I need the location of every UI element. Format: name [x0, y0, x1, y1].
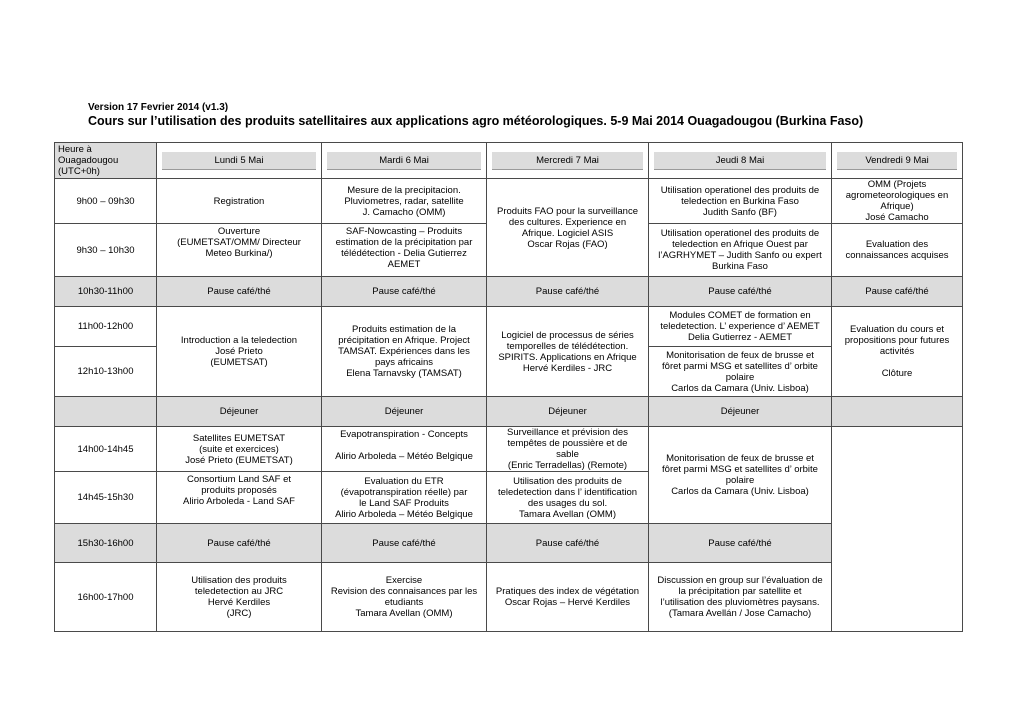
- session-cell: Utilisation des produits teledetection au JRC Hervé Kerdiles (JRC): [157, 563, 322, 632]
- day-label: Mercredi 7 Mai: [492, 152, 643, 170]
- session-cell: Produits FAO pour la surveillance des cultures. Experience en Afrique. Logiciel ASIS Oscar Rojas (FAO): [487, 179, 649, 277]
- session-cell: Evaluation du cours et propositions pour futures activités Clôture: [832, 307, 963, 397]
- day-header-thursday: [649, 143, 832, 179]
- session-cell: Monitorisation de feux de brusse et fôret parmi MSG et satellites d’ orbite polaire Carlos da Camara (Univ. Lisboa): [649, 347, 832, 397]
- lunch-cell: Déjeuner: [157, 397, 322, 427]
- empty-cell: [832, 397, 963, 427]
- day-header-monday: [157, 143, 322, 179]
- day-label: Lundi 5 Mai: [162, 152, 316, 170]
- hour-header-cell: Heure à Ouagadougou (UTC+0h): [55, 143, 157, 179]
- session-cell: OMM (Projets agrometeorologiques en Afrique) José Camacho: [832, 179, 963, 224]
- day-label: Vendredi 9 Mai: [837, 152, 957, 170]
- session-cell: Evaluation des connaissances acquises: [832, 224, 963, 277]
- table-row: [55, 307, 963, 347]
- session-cell: Satellites EUMETSAT (suite et exercices) José Prieto (EUMETSAT): [157, 427, 322, 472]
- day-label: Mardi 6 Mai: [327, 152, 481, 170]
- lunch-cell: Déjeuner: [649, 397, 832, 427]
- session-cell: Modules COMET de formation en teledetection. L’ experience d’ AEMET Delia Gutierrez - AEMET: [649, 307, 832, 347]
- day-label: Jeudi 8 Mai: [654, 152, 826, 170]
- session-cell: Exercise Revision des connaisances par les etudiants Tamara Avellan (OMM): [322, 563, 487, 632]
- time-cell: 15h30-16h00: [55, 524, 157, 563]
- pause-cell: Pause café/thé: [157, 277, 322, 307]
- day-header-wednesday: [487, 143, 649, 179]
- time-cell: [55, 397, 157, 427]
- time-cell: 11h00-12h00: [55, 307, 157, 347]
- time-cell: 10h30-11h00: [55, 277, 157, 307]
- table-row: [55, 563, 963, 632]
- time-cell: 16h00-17h00: [55, 563, 157, 632]
- time-cell: 14h45-15h30: [55, 472, 157, 524]
- time-cell: 9h30 – 10h30: [55, 224, 157, 277]
- pause-cell: Pause café/thé: [649, 524, 832, 563]
- pause-cell: Pause café/thé: [487, 277, 649, 307]
- session-cell: Consortium Land SAF et produits proposés Alirio Arboleda - Land SAF: [157, 472, 322, 524]
- lunch-cell: Déjeuner: [322, 397, 487, 427]
- pause-cell: Pause café/thé: [157, 524, 322, 563]
- table-row: [55, 524, 963, 563]
- table-row: [55, 179, 963, 224]
- table-row: [55, 277, 963, 307]
- table-row: [55, 427, 963, 472]
- day-header-friday: [832, 143, 963, 179]
- pause-cell: Pause café/thé: [322, 277, 487, 307]
- schedule-table: [54, 142, 963, 632]
- pause-cell: Pause café/thé: [832, 277, 963, 307]
- pause-cell: Pause café/thé: [487, 524, 649, 563]
- time-cell: 9h00 – 09h30: [55, 179, 157, 224]
- session-cell: Utilisation operationel des produits de teledection en Burkina Faso Judith Sanfo (BF): [649, 179, 832, 224]
- time-cell: 12h10-13h00: [55, 347, 157, 397]
- pause-cell: Pause café/thé: [322, 524, 487, 563]
- session-cell: Produits estimation de la précipitation en Afrique. Project TAMSAT. Expériences dans les pays africains Elena Tarnavsky (TAMSAT): [322, 307, 487, 397]
- session-cell: Mesure de la precipitacion. Pluviometres, radar, satellite J. Camacho (OMM): [322, 179, 487, 224]
- session-cell: Evapotranspiration - Concepts Alirio Arboleda – Météo Belgique: [322, 427, 487, 472]
- session-cell: Surveillance et prévision des tempêtes de poussière et de sable (Enric Terradellas) (Remote): [487, 427, 649, 472]
- empty-cell: [832, 427, 963, 632]
- session-cell: SAF-Nowcasting – Produits estimation de la précipitation par télédétection - Delia Gutierrez AEMET: [322, 224, 487, 277]
- session-cell: Evaluation du ETR (évapotranspiration réelle) par le Land SAF Produits Alirio Arboleda – Météo Belgique: [322, 472, 487, 524]
- session-cell: Logiciel de processus de séries temporelles de télédétection. SPIRITS. Applications en Afrique Hervé Kerdiles - JRC: [487, 307, 649, 397]
- time-cell: 14h00-14h45: [55, 427, 157, 472]
- session-cell: Monitorisation de feux de brusse et fôret parmi MSG et satellites d’ orbite polaire Carlos da Camara (Univ. Lisboa): [649, 427, 832, 524]
- table-row: [55, 397, 963, 427]
- document-title: Cours sur l’utilisation des produits satellitaires aux applications agro météorologiques. 5-9 Mai 2014 Ouagadougou (Burkina Faso): [88, 114, 864, 128]
- session-cell: Registration: [157, 179, 322, 224]
- session-cell: Pratiques des index de végétation Oscar Rojas – Hervé Kerdiles: [487, 563, 649, 632]
- session-cell: Discussion en group sur l’évaluation de la précipitation par satellite et l’utilisation des pluviomètres paysans. (Tamara Avellán / Jose Camacho): [649, 563, 832, 632]
- document-version: Version 17 Fevrier 2014 (v1.3): [88, 102, 229, 113]
- lunch-cell: Déjeuner: [487, 397, 649, 427]
- table-row: [55, 143, 963, 179]
- session-cell: Introduction a la teledection José Prieto (EUMETSAT): [157, 307, 322, 397]
- day-header-tuesday: [322, 143, 487, 179]
- pause-cell: Pause café/thé: [649, 277, 832, 307]
- session-cell: Utilisation operationel des produits de teledection en Afrique Ouest par l’AGRHYMET – Judith Sanfo ou expert Burkina Faso: [649, 224, 832, 277]
- session-cell: Utilisation des produits de teledetection dans l’ identification des usages du sol. Tamara Avellan (OMM): [487, 472, 649, 524]
- session-cell: Ouverture (EUMETSAT/OMM/ Directeur Meteo Burkina/): [157, 224, 322, 277]
